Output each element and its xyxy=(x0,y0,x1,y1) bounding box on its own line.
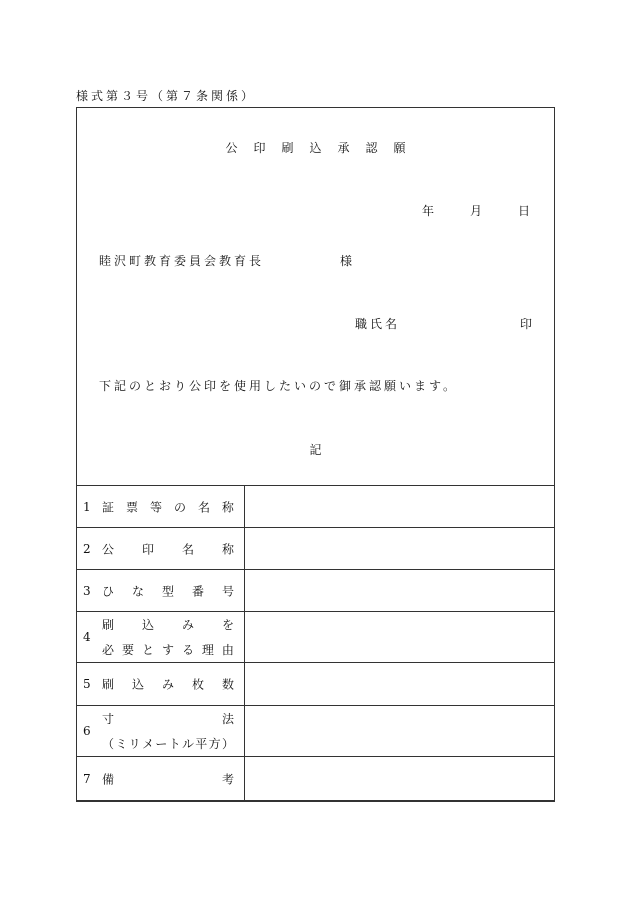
item-number: 4 xyxy=(83,630,91,644)
item-label-cell xyxy=(77,757,245,802)
item-number: 7 xyxy=(83,772,91,786)
item-label-cell xyxy=(77,663,245,706)
seal-mark: 印 xyxy=(519,317,532,331)
item-number: 2 xyxy=(83,541,91,556)
addressee: 睦沢町教育委員会教育長 xyxy=(99,254,265,268)
item-label-cell xyxy=(77,570,245,612)
signature-label: 職氏名 xyxy=(355,317,401,331)
table-row xyxy=(77,486,555,528)
honorific: 様 xyxy=(340,254,353,268)
item-input-cell[interactable] xyxy=(245,570,555,612)
date-month-label: 月 xyxy=(469,204,482,218)
item-label-line: 必 要 と す る 理 由 xyxy=(102,643,234,657)
application-sheet xyxy=(76,107,555,801)
item-label: 証 票 等 の 名 称 xyxy=(102,500,234,514)
item-input-cell[interactable] xyxy=(245,706,555,757)
item-input-cell[interactable] xyxy=(245,757,555,802)
form-header-section xyxy=(77,108,554,486)
item-label-cell xyxy=(77,706,245,757)
table-row xyxy=(77,663,555,706)
form-number: 様式第３号（第７条関係） xyxy=(76,89,257,103)
item-label: 刷 込 み 枚 数 xyxy=(102,677,234,692)
items-table xyxy=(76,485,555,802)
item-label-cell xyxy=(77,528,245,570)
item-label-cell xyxy=(77,486,245,528)
request-text: 下記のとおり公印を使用したいので御承認願います。 xyxy=(99,379,459,393)
date-line xyxy=(422,202,530,219)
table-row xyxy=(77,570,555,612)
form-title: 公印刷込承認願 xyxy=(225,141,422,155)
item-label-line: （ ミ リ メ ー ト ル 平 方 ） xyxy=(102,737,234,751)
table-row xyxy=(77,528,555,570)
item-input-cell[interactable] xyxy=(245,528,555,570)
item-label xyxy=(102,710,234,752)
item-label xyxy=(102,616,234,658)
item-number: 6 xyxy=(83,724,91,738)
ki-heading: 記 xyxy=(309,443,322,457)
item-label: 公 印 名 称 xyxy=(102,542,234,556)
item-input-cell[interactable] xyxy=(245,612,555,663)
date-year-label: 年 xyxy=(421,204,434,218)
table-row xyxy=(77,757,555,802)
table-row xyxy=(77,706,555,757)
item-label-line: 寸 法 xyxy=(102,712,234,726)
item-label: 備 考 xyxy=(102,772,234,787)
item-input-cell[interactable] xyxy=(245,663,555,706)
table-row xyxy=(77,612,555,663)
date-day-label: 日 xyxy=(517,204,530,218)
item-number: 5 xyxy=(83,677,91,691)
item-label-line: 刷 込 み を xyxy=(102,618,234,632)
item-label-cell xyxy=(77,612,245,663)
item-input-cell[interactable] xyxy=(245,486,555,528)
item-number: 3 xyxy=(83,583,91,598)
item-number: 1 xyxy=(83,499,91,514)
item-label: ひ な 型 番 号 xyxy=(102,584,234,598)
